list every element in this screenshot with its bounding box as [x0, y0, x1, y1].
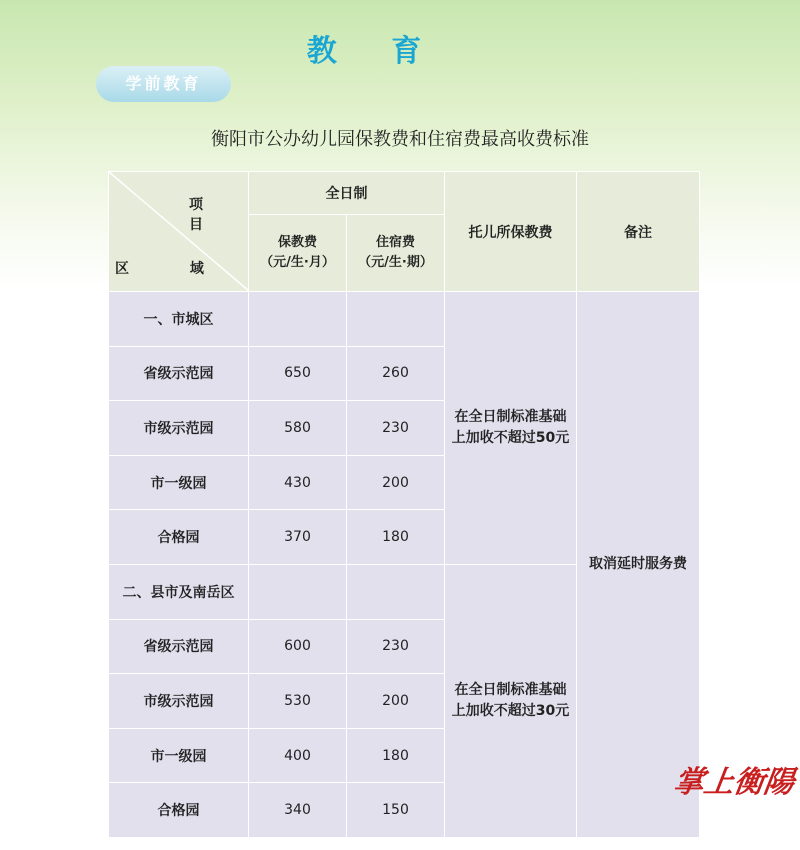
- empty-cell: [249, 564, 347, 619]
- empty-cell: [249, 292, 347, 347]
- empty-cell: [347, 564, 445, 619]
- header-boarding-fee: [347, 215, 445, 292]
- tuition-fee-value: 600: [249, 619, 347, 674]
- kindergarten-level: 市级示范园: [109, 674, 249, 729]
- page-title: 教 育: [306, 34, 444, 69]
- kindergarten-level: 市一级园: [109, 455, 249, 510]
- kindergarten-level: 合格园: [109, 510, 249, 565]
- header-nursery-fee: 托儿所保教费: [445, 172, 577, 292]
- tuition-fee-value: 340: [249, 783, 347, 838]
- boarding-fee-value: 180: [347, 510, 445, 565]
- header-tuition-fee: [249, 215, 347, 292]
- group-title: 一、市城区: [109, 292, 249, 347]
- tuition-fee-label: 保教费: [277, 235, 317, 251]
- tuition-fee-value: 400: [249, 728, 347, 783]
- section-label: 学前教育: [96, 66, 231, 102]
- kindergarten-level: 市级示范园: [109, 401, 249, 456]
- group-title: 二、县市及南岳区: [109, 564, 249, 619]
- zhangshang-hengyang-logo: [671, 754, 797, 802]
- kindergarten-level: 市一级园: [109, 728, 249, 783]
- kindergarten-level: 省级示范园: [109, 619, 249, 674]
- boarding-fee-value: 200: [347, 455, 445, 510]
- tuition-fee-value: 370: [249, 510, 347, 565]
- header-item-label: 项 目: [189, 197, 231, 233]
- remark-cell: 取消延时服务费: [577, 292, 700, 838]
- nursery-fee-note: 在全日制标准基础上加收不超过50元: [445, 292, 577, 565]
- boarding-fee-value: 230: [347, 619, 445, 674]
- header-region-label: 区 域: [115, 261, 232, 277]
- tuition-fee-value: 650: [249, 346, 347, 401]
- boarding-fee-value: 150: [347, 783, 445, 838]
- svg-text:掌上衡陽: 掌上衡陽: [671, 765, 797, 800]
- header-fullday: 全日制: [249, 172, 445, 215]
- boarding-fee-label: 住宿费: [375, 235, 415, 251]
- boarding-fee-value: 200: [347, 674, 445, 729]
- tuition-fee-value: 430: [249, 455, 347, 510]
- header-diagonal-cell: [109, 172, 249, 292]
- kindergarten-level: 省级示范园: [109, 346, 249, 401]
- tuition-fee-value: 580: [249, 401, 347, 456]
- fee-table-body: [109, 292, 700, 838]
- boarding-fee-unit: （元/生·期）: [358, 255, 433, 271]
- boarding-fee-value: 260: [347, 346, 445, 401]
- group-title-row: [109, 292, 700, 347]
- boarding-fee-value: 180: [347, 728, 445, 783]
- fee-table: [108, 171, 700, 838]
- fee-table-header: [109, 172, 700, 292]
- boarding-fee-value: 230: [347, 401, 445, 456]
- tuition-fee-unit: （元/生·月）: [260, 255, 335, 271]
- nursery-fee-note: 在全日制标准基础上加收不超过30元: [445, 564, 577, 837]
- empty-cell: [347, 292, 445, 347]
- tuition-fee-value: 530: [249, 674, 347, 729]
- header-remark: 备注: [577, 172, 700, 292]
- kindergarten-level: 合格园: [109, 783, 249, 838]
- document-heading: 衡阳市公办幼儿园保教费和住宿费最高收费标准: [211, 129, 589, 150]
